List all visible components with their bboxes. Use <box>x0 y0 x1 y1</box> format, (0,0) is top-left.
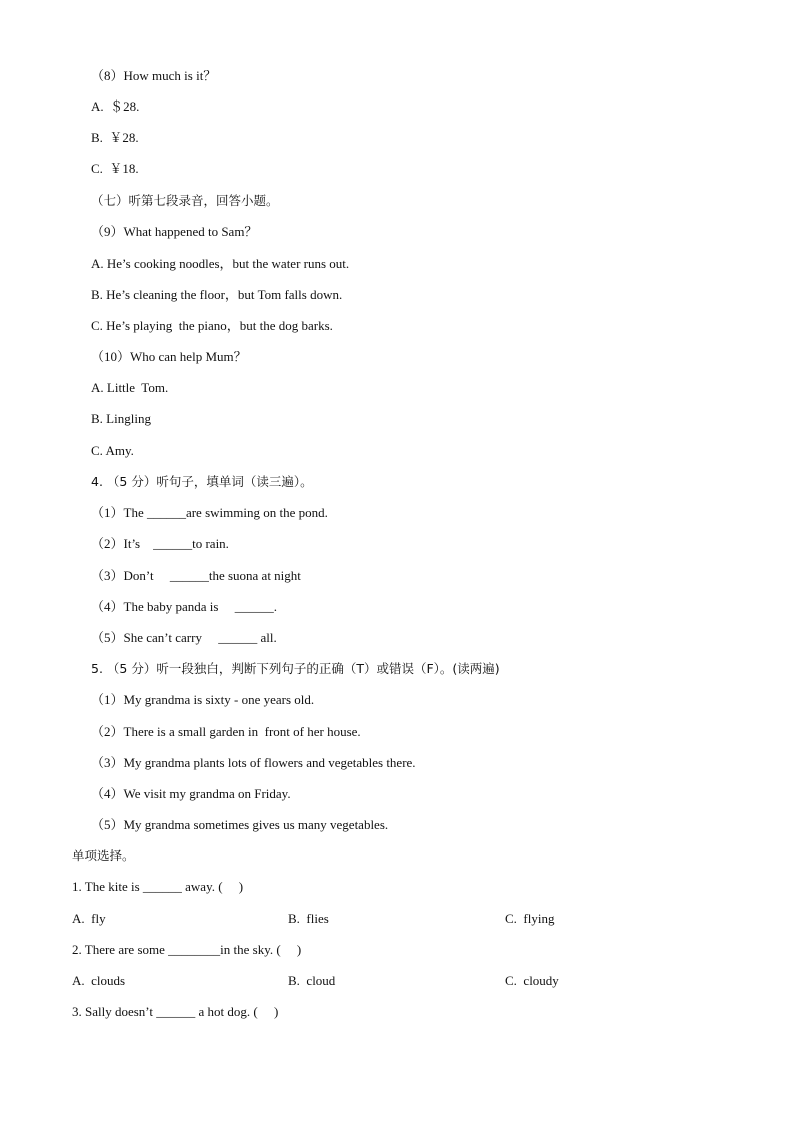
mc1-option-c: C. flying <box>505 911 555 926</box>
multiple-choice-heading: 单项选择。 <box>72 848 135 863</box>
mc-question-1: 1. The kite is ______ away. ( ) <box>72 879 244 894</box>
option-9c: C. He’s playing the piano，but the dog barks. <box>91 318 333 333</box>
section-7-heading: （七）听第七段录音，回答小题。 <box>91 193 279 208</box>
option-8c: C. ￥18. <box>91 161 139 176</box>
fill-item-5: （5）She can’t carry ______ all. <box>91 630 277 645</box>
mc1-option-a: A. fly <box>72 911 106 926</box>
option-10c: C. Amy. <box>91 443 134 458</box>
section-4-heading: 4. （5 分）听句子，填单词（读三遍）。 <box>91 474 313 489</box>
tf-item-3: （3）My grandma plants lots of flowers and vegetables there. <box>91 755 416 770</box>
option-10a: A. Little Tom. <box>91 380 169 395</box>
tf-item-4: （4）We visit my grandma on Friday. <box>91 786 291 801</box>
question-8: （8）How much is it？ <box>91 68 217 83</box>
mc-question-3: 3. Sally doesn’t ______ a hot dog. ( ) <box>72 1004 279 1019</box>
mc1-option-b: B. flies <box>288 911 329 926</box>
option-8a: A. ＄28. <box>91 99 140 114</box>
mc2-option-a: A. clouds <box>72 973 126 988</box>
fill-item-1: （1）The ______are swimming on the pond. <box>91 505 328 520</box>
question-9: （9）What happened to Sam？ <box>91 224 258 239</box>
section-5-heading: 5. （5 分）听一段独白，判断下列句子的正确（T）或错误（F）。(读两遍) <box>91 661 500 676</box>
tf-item-1: （1）My grandma is sixty - one years old. <box>91 692 315 707</box>
option-9a: A. He’s cooking noodles，but the water runs out. <box>91 256 350 271</box>
mc2-option-b: B. cloud <box>288 973 336 988</box>
option-9b: B. He’s cleaning the floor，but Tom falls down. <box>91 287 343 302</box>
mc-question-2: 2. There are some ________in the sky. ( ) <box>72 942 302 957</box>
tf-item-5: （5）My grandma sometimes gives us many vegetables. <box>91 817 389 832</box>
question-10: （10）Who can help Mum？ <box>91 349 247 364</box>
option-8b: B. ￥28. <box>91 130 139 145</box>
fill-item-2: （2）It’s ______to rain. <box>91 536 229 551</box>
tf-item-2: （2）There is a small garden in front of her house. <box>91 724 361 739</box>
fill-item-4: （4）The baby panda is ______. <box>91 599 277 614</box>
option-10b: B. Lingling <box>91 411 151 426</box>
mc2-option-c: C. cloudy <box>505 973 559 988</box>
fill-item-3: （3）Don’t ______the suona at night <box>91 568 301 583</box>
